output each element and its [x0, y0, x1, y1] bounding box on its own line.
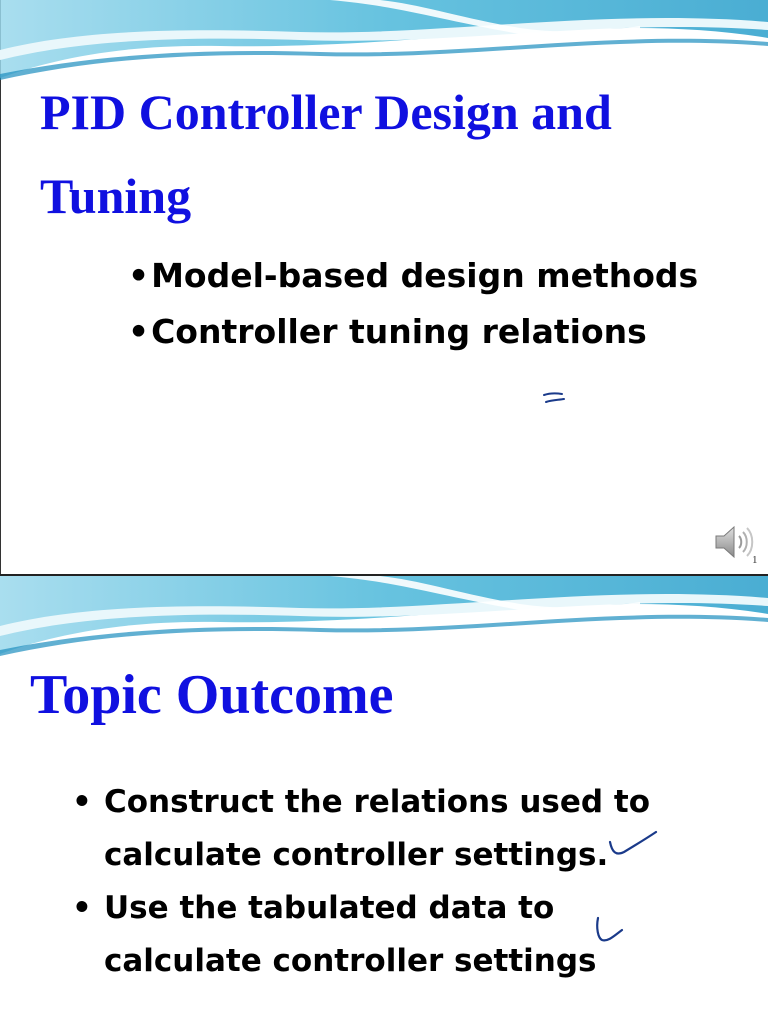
slide-title: Topic Outcome [30, 664, 394, 726]
bullet-text: Construct the relations used to calculate controller settings. [104, 784, 650, 873]
slide-number: 1 [752, 554, 758, 566]
wave-banner [0, 0, 768, 80]
checkmark-icon [592, 912, 626, 946]
checkmark-icon [604, 822, 660, 858]
wave-banner [0, 576, 768, 656]
bullet-item [128, 304, 698, 360]
bullet-text: Use the tabulated data to calculate controller settings [104, 890, 597, 979]
bullet-marker: • [72, 890, 92, 926]
bullet-list [128, 248, 698, 360]
ink-annotation [540, 388, 570, 408]
bullet-list [72, 776, 692, 988]
slide-title: PID Controller Design and Tuning [40, 84, 612, 224]
bullet-item [72, 776, 692, 882]
bullet-text: Model-based design methods [151, 256, 699, 295]
bullet-text: Controller tuning relations [151, 312, 647, 351]
bullet-marker: • [128, 256, 150, 295]
slide-border [0, 0, 1, 574]
bullet-marker: • [128, 312, 150, 351]
bullet-marker: • [72, 784, 92, 820]
slide-2 [0, 576, 768, 1024]
bullet-item [128, 248, 698, 304]
